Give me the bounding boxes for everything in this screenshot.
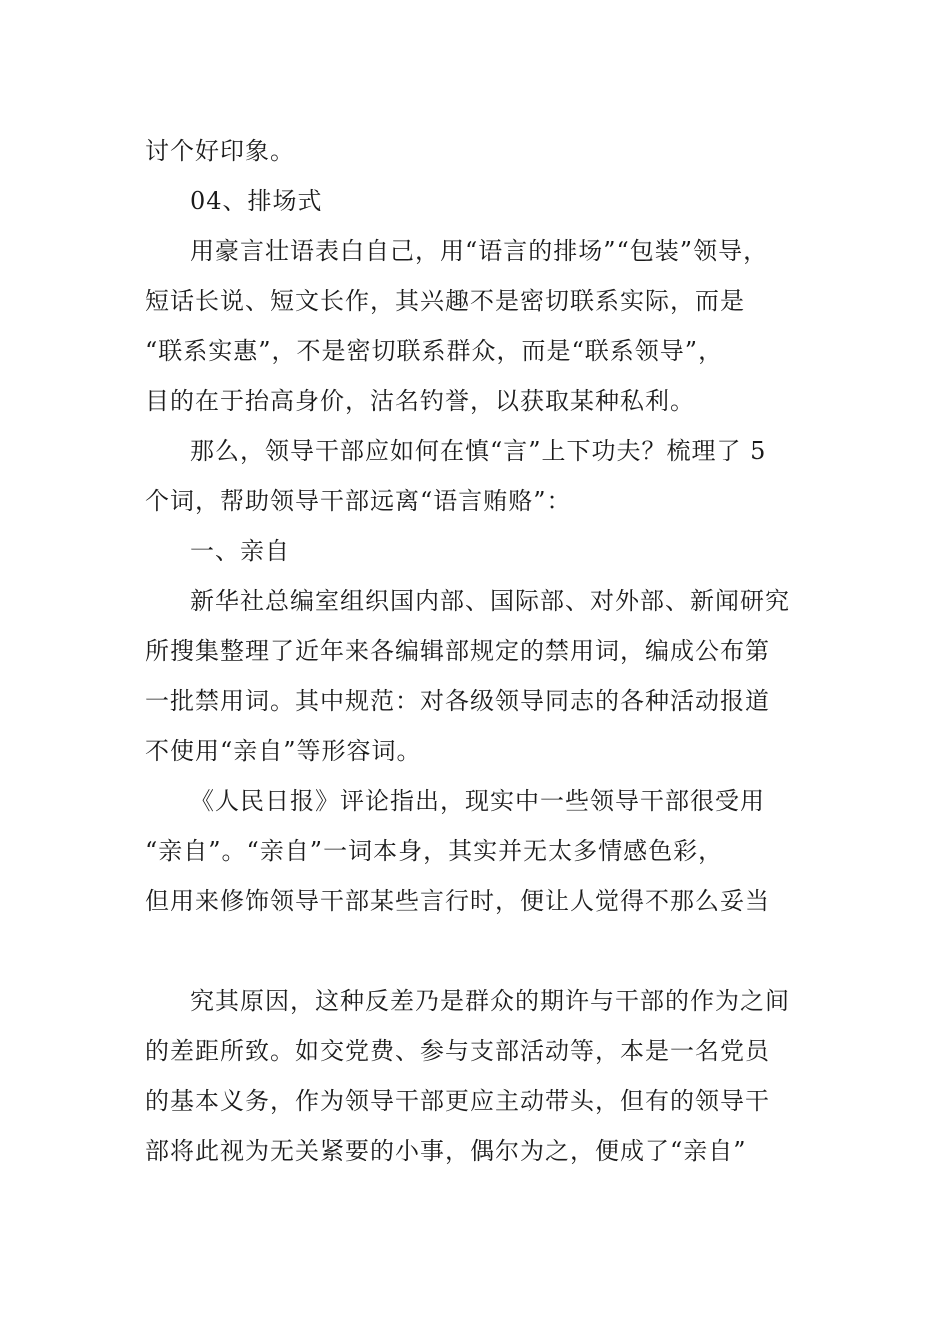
text-line: 新华社总编室组织国内部、国际部、对外部、新闻研究 [190, 587, 790, 615]
text-line: 用豪言壮语表白自己，用“语言的排场”“包装”领导， [190, 237, 769, 265]
text-line: 的基本义务，作为领导干部更应主动带头，但有的领导干 [145, 1087, 770, 1115]
text-line: 所搜集整理了近年来各编辑部规定的禁用词，编成公布第 [145, 637, 770, 665]
text-line: 但用来修饰领导干部某些言行时，便让人觉得不那么妥当 [145, 887, 770, 915]
text-line: 一批禁用词。其中规范：对各级领导同志的各种活动报道 [145, 687, 770, 715]
text-line: 短话长说、短文长作，其兴趣不是密切联系实际，而是 [145, 287, 745, 315]
text-line: 部将此视为无关紧要的小事，偶尔为之，便成了“亲自” [145, 1137, 747, 1165]
text-line: 那么，领导干部应如何在慎“言”上下功夫？梳理了 5 [190, 437, 767, 465]
text-line: 究其原因，这种反差乃是群众的期许与干部的作为之间 [190, 987, 790, 1015]
text-line: 的差距所致。如交党费、参与支部活动等，本是一名党员 [145, 1037, 770, 1065]
section-heading: 04、排场式 [190, 187, 323, 215]
text-line: “亲自”。“亲自”一词本身，其实并无太多情感色彩， [145, 837, 724, 865]
text-line: 目的在于抬高身价，沽名钓誉，以获取某种私利。 [145, 387, 695, 415]
text-line: 《人民日报》评论指出，现实中一些领导干部很受用 [190, 787, 765, 815]
text-line: 不使用“亲自”等形容词。 [145, 737, 422, 765]
text-line: 个词，帮助领导干部远离“语言贿赂”： [145, 487, 572, 515]
text-line: “联系实惠”，不是密切联系群众，而是“联系领导”， [145, 337, 724, 365]
text-line: 讨个好印象。 [145, 137, 295, 165]
section-heading: 一、亲自 [190, 537, 290, 565]
